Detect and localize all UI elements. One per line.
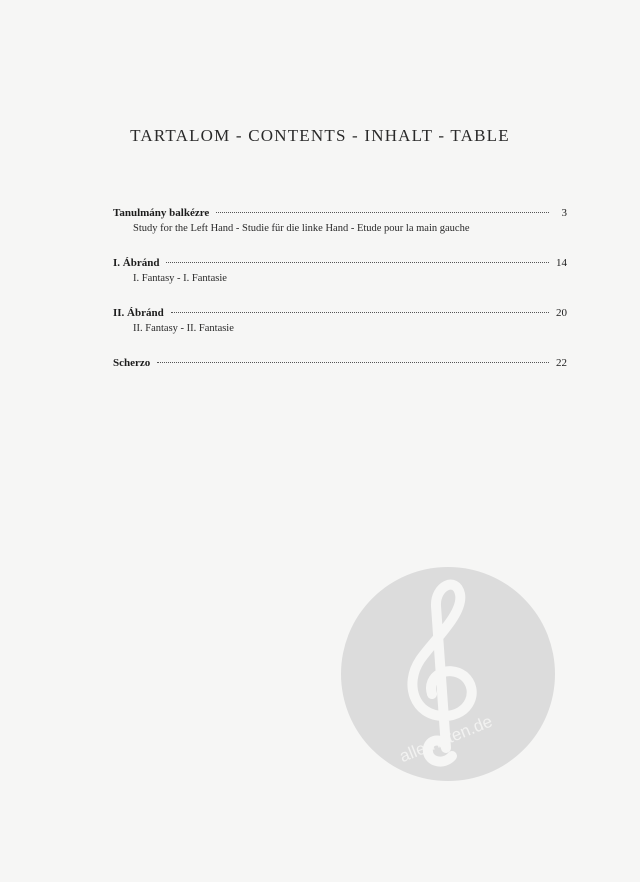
toc-entry-title: II. Ábránd: [113, 307, 164, 319]
dot-leader: [166, 262, 549, 263]
toc-entry[interactable]: [113, 306, 567, 336]
toc-page-number: 22: [556, 357, 567, 369]
toc-entry[interactable]: [113, 256, 567, 286]
toc-entry[interactable]: [113, 356, 567, 370]
toc-page-number: 14: [556, 257, 567, 269]
toc-page-number: 3: [561, 207, 567, 219]
page-title: TARTALOM - CONTENTS - INHALT - TABLE: [130, 126, 510, 145]
dot-leader: [216, 212, 549, 213]
toc-entry-title: Tanulmány balkézre: [113, 207, 210, 219]
watermark-logo: [340, 566, 556, 782]
toc-entry[interactable]: [113, 206, 567, 236]
dot-leader: [157, 362, 549, 363]
toc-entry-title: Scherzo: [113, 357, 151, 369]
table-of-contents: [113, 206, 567, 390]
dot-leader: [171, 312, 549, 313]
toc-page-number: 20: [556, 307, 567, 319]
toc-entry-title: I. Ábránd: [113, 257, 160, 269]
toc-entry-subtitle: Study for the Left Hand - Studie für die linke Hand - Etude pour la main gauche: [133, 223, 470, 234]
watermark-text: alle-noten.de: [396, 711, 496, 767]
toc-entry-subtitle: I. Fantasy - I. Fantasie: [133, 273, 227, 284]
toc-entry-subtitle: II. Fantasy - II. Fantasie: [133, 323, 234, 334]
